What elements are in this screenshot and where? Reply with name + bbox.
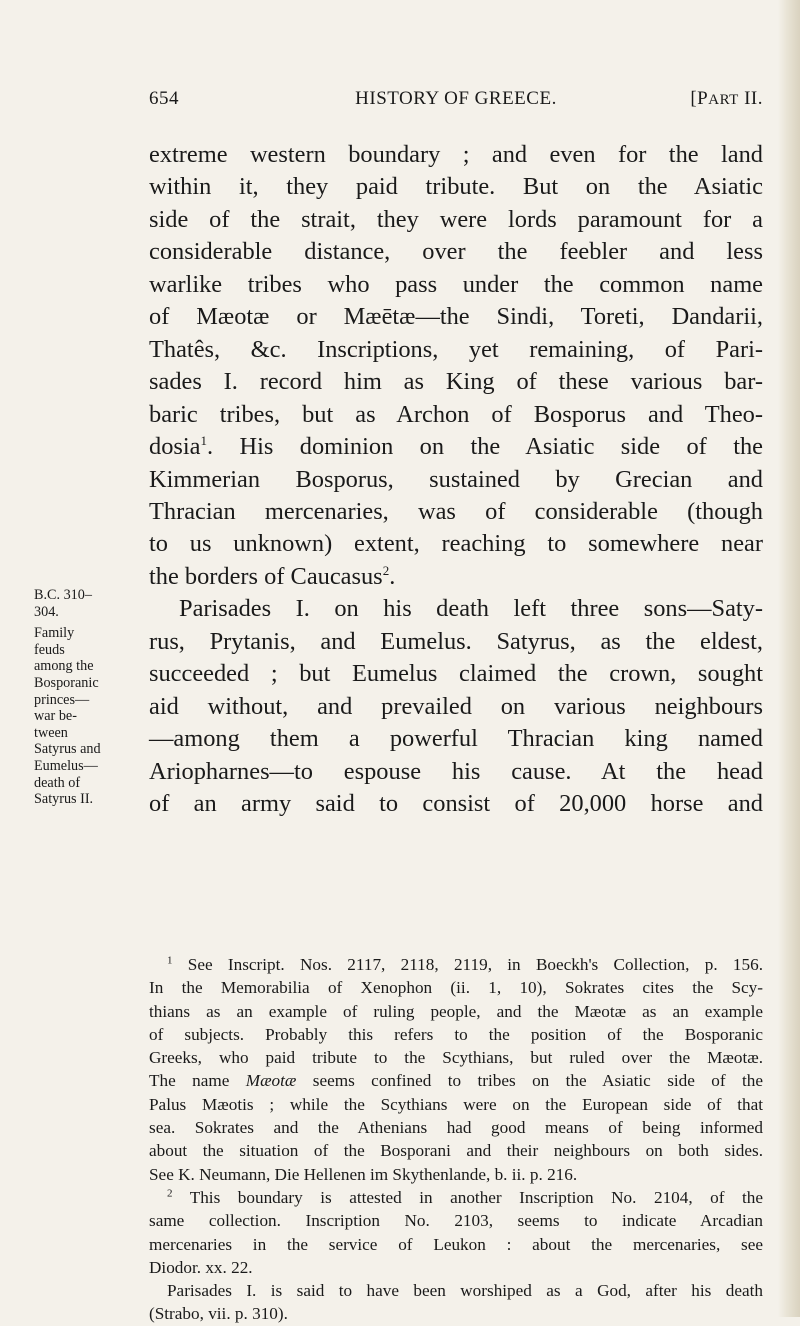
part-label: [PART II. [690, 88, 763, 109]
margin-line: war be- [34, 708, 77, 725]
footnote-line: same collection. Inscription No. 2103, seems to indicate Arcadian [149, 1211, 763, 1231]
body-line: of an army said to consist of 20,000 horse and [149, 790, 763, 818]
body-line: the borders of Caucasus$^2$. [149, 562, 396, 590]
footnote-ref[interactable]: 2 [382, 562, 390, 578]
margin-line: tween [34, 724, 68, 741]
footnote-2 [149, 1186, 763, 1326]
margin-line: Satyrus II. [34, 791, 94, 808]
body-line: baric tribes, but as Archon of Bosporus and Theo- [149, 400, 763, 428]
marginal-note [34, 587, 144, 808]
margin-date: 304. [34, 603, 59, 620]
footnote-line: sea. Sokrates and the Athenians had good means of being informed [149, 1118, 763, 1138]
body-line: rus, Prytanis, and Eumelus. Satyrus, as the eldest, [149, 627, 763, 655]
body-line: to us unknown) extent, reaching to somewhere near [149, 530, 763, 558]
margin-line: Family [34, 625, 75, 642]
body-line: considerable distance, over the feebler and less [149, 238, 763, 266]
body-line: of Mæotæ or Mæētæ—the Sindi, Toreti, Dandarii, [149, 303, 763, 331]
body-line: Ariopharnes—to espouse his cause. At the head [149, 757, 763, 785]
footnote-ref[interactable]: 1 [200, 432, 207, 448]
page-edge-shadow [778, 0, 800, 1317]
footnote-line: In the Memorabilia of Xenophon (ii. 1, 10), Sokrates cites the Scy- [149, 978, 763, 998]
footnote-line: thians as an example of ruling people, and the Mæotæ as an example [149, 1001, 763, 1021]
body-line: Thracian mercenaries, was of considerable (though [149, 497, 763, 525]
main-text [149, 139, 763, 821]
footnote-line: about the situation of the Bosporani and their neighbours on both sides. [149, 1141, 763, 1161]
running-title: HISTORY OF GREECE. [355, 88, 557, 109]
body-line: dosia$^1$. His dominion on the Asiatic side of the [149, 432, 763, 461]
footnote-1 [149, 953, 763, 1186]
footnote-line: Parisades I. is said to have been worshiped as a God, after his death [167, 1281, 763, 1301]
body-line: Parisades I. on his death left three sons—Saty- [179, 595, 763, 623]
footnote-line: Palus Mæotis ; while the Scythians were on the European side of that [149, 1094, 763, 1114]
body-line: aid without, and prevailed on various neighbours [149, 692, 763, 720]
margin-date: B.C. 310– [34, 587, 92, 603]
footnote-line: Greeks, who paid tribute to the Scythians, but ruled over the Mæotæ. [149, 1048, 763, 1068]
footnote-line: (Strabo, vii. p. 310). [149, 1304, 288, 1324]
running-header [149, 88, 763, 118]
margin-line: feuds [34, 641, 65, 658]
footnote-line: mercenaries in the service of Leukon : about the mercenaries, see [149, 1234, 763, 1254]
margin-line: princes— [34, 691, 90, 708]
margin-line: Eumelus— [34, 757, 98, 774]
margin-line: death of [34, 774, 81, 791]
body-line: side of the strait, they were lords paramount for a [149, 205, 763, 233]
margin-line: Bosporanic [34, 674, 99, 691]
body-line: succeeded ; but Eumelus claimed the crown, sought [149, 660, 763, 688]
footnotes [149, 953, 763, 1326]
margin-line: among the [34, 658, 94, 675]
footnote-line: $^1$ See Inscript. Nos. 2117, 2118, 2119, in Boeckh's Collection, p. 156. [167, 954, 763, 974]
body-line: —among them a powerful Thracian king named [149, 725, 763, 753]
footnote-mark: 1 [167, 954, 173, 967]
italic-term: Mæotæ [245, 1071, 297, 1091]
body-line: Kimmerian Bosporus, sustained by Grecian and [149, 465, 763, 493]
footnote-line: of subjects. Probably this refers to the position of the Bosporanic [149, 1024, 763, 1044]
page-number: 654 [149, 88, 179, 109]
body-line: extreme western boundary ; and even for the land [149, 141, 763, 168]
body-line: warlike tribes who pass under the common name [149, 270, 763, 298]
body-line: sades I. record him as King of these various bar- [149, 368, 763, 396]
footnote-line: Diodor. xx. 22. [149, 1257, 253, 1277]
footnote-line: $^2$ This boundary is attested in another Inscription No. 2104, of the [167, 1187, 763, 1207]
footnote-line: The name Mæotæ seems confined to tribes on the Asiatic side of the [149, 1071, 763, 1091]
body-line: Thatês, &c. Inscriptions, yet remaining, of Pari- [149, 335, 763, 363]
footnote-mark: 2 [167, 1187, 173, 1200]
footnote-line: See K. Neumann, Die Hellenen im Skythenlande, b. ii. p. 216. [149, 1164, 578, 1184]
margin-line: Satyrus and [34, 741, 101, 758]
body-line: within it, they paid tribute. But on the Asiatic [149, 173, 763, 201]
